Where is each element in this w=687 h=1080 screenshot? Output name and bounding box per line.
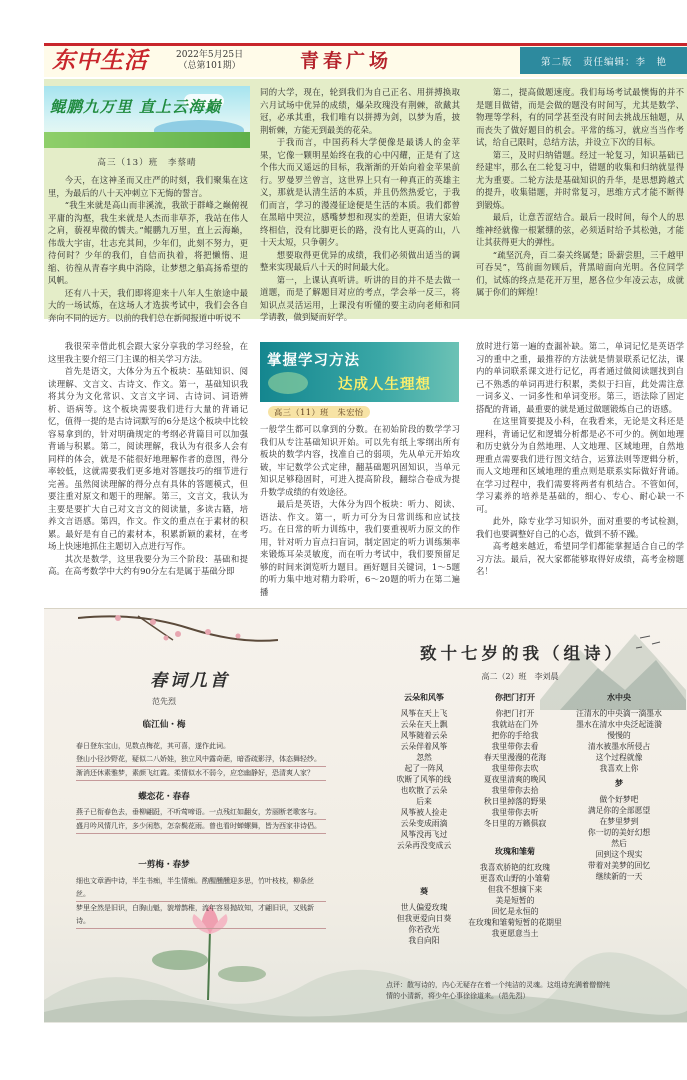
poem-line: 我更愿意当土 <box>491 929 539 938</box>
grass-shape <box>44 132 250 148</box>
article1-column-1 <box>48 174 248 324</box>
issue-date-block <box>176 50 243 72</box>
poem2-section-lines <box>386 708 462 851</box>
paragraph: 在这里简要提及小科，在我看来，无论是文科还是理科，背诵记忆和逻辑分析都是必不可少的。例如地理和历史就分为自然地理、人文地理、区域地理，自然地理重点需要我们进行图文结合，运算法则等逻辑分析，而人文地理和区域地理的重点则是联系实际做好背诵。在学习过程中，我们需要将两者有机结合。不管如何，学习素养的培养是基础的，细心、专心、耐心缺一不可。 <box>476 416 684 514</box>
paragraph: 第一，上课认真听讲。听讲的目的并不是去做一道题，而是了解题目对应的考点，学会举一反三，将知识点灵活运用，上课没有听懂的要主动向老师和同学请教，做到疑而好学。 <box>260 274 460 322</box>
poem-line: 继续新的一天 <box>595 872 643 881</box>
poem2-section-lines <box>470 708 560 829</box>
paragraph: 同的大学，现在，轮到我们为自己正名、用拼搏换取六月试场中优异的成绩，爆朵玫瑰没有荆棘，欲戴其冠，必承其重，我们唯有以拼搏为剑，以梦为盾，披荆斩棘，方能无到最美的花朵。 <box>260 87 460 135</box>
article2-column-1 <box>48 340 248 578</box>
poem-line: 春天里漫漫的花海 <box>483 753 547 762</box>
poem-line: 我里带你去听 <box>491 808 539 817</box>
newspaper-logo: 东中生活 <box>52 47 148 74</box>
leaf-shape <box>268 372 308 394</box>
poem-line: 细也文章酒中诗，半生书痴，半生情痴。酌醒醺醺迎多思，竹叶枝枝，柳条丝丝。 <box>76 875 326 902</box>
poem2-commentary: 点评：散写诗的，内心无疑存在着一个纯洁的灵魂。这组诗充满着僧僧纯情的小清新，将少年心事徐徐道来。（范先烈） <box>386 981 610 1000</box>
article2-byline-wrap <box>268 407 458 418</box>
poem-line: 我里带你去看 <box>491 742 539 751</box>
paragraph: 第二，提高做题速度。我们每场考试最懊悔的并不是题目做错，而是会做的题没有时间写，尤其是数学、物理等学科，有的同学甚至没有时间去挑战压轴题，从而丧失了做好题目的机会。平常的练习，就应当当作考试，给自己限时，总结方法，并设立下次的目标。 <box>476 87 684 147</box>
article2-title-line2: 达成人生理想 <box>338 376 431 393</box>
poem-line: 云朵伴着风筝 <box>400 742 448 751</box>
paragraph: 我很荣幸借此机会跟大家分享我的学习经验，在这里我主要介绍三门主课的相关学习方法。 <box>48 341 248 364</box>
poem-line: 你一切的美好幻想 <box>587 828 651 837</box>
poem-line: 梦里全然是旧识，白胸山魁，貌增鹊稚，流年容易抛故知，才翩旧识，又贱新诗。 <box>76 902 326 929</box>
poem-line: 起了一阵风 <box>404 764 444 773</box>
poem-line: 你若孜光 <box>408 925 440 934</box>
article2-column-3 <box>476 340 684 578</box>
poem-line: 做个好梦吧 <box>599 795 639 804</box>
poem-line: 回忆是永恒的 <box>491 907 539 916</box>
poem-line: 春日登东宝山，见数点梅花，其可喜，遂作此词。 <box>76 742 230 750</box>
poem-line: 我喜欢上你 <box>599 764 639 773</box>
poem2-section-lines <box>564 794 674 882</box>
poem-line: 夏夜里清爽的晚风 <box>483 775 547 784</box>
poem-line: 世人偏爱玫瑰 <box>400 903 448 912</box>
issue-number: （总第101期） <box>178 61 241 71</box>
poem-line: 这个过程就像 <box>595 753 643 762</box>
poem-line: 然后 <box>611 839 627 848</box>
poem2-author: 高二（2）班 李刘晨 <box>481 672 559 681</box>
article1-banner <box>44 86 250 148</box>
poem-line: 美是短暂的 <box>495 896 535 905</box>
poem1-part1-title: 临江仙・梅 <box>142 720 186 730</box>
paragraph: 于我而言，中国药科大学便像是最诱人的金苹果，它像一颗明星始终在我的心中闪耀，正是有了这个伟大而又遥远的目标，我渐渐的开始向着金苹果前行。罗曼罗兰曾言，这世界上只有一种真正的英雄主义，那就是认清生活的本质，并且仍然热爱它，于我们而言，学习的漫漫征途便是生活的本质。我们都曾在黑暗中哭泣，感嘴梦想和现实的差距，但请大家始终相信，没有比脚更长的路，没有比人更高的山，八十天太短，只争朝夕。 <box>260 137 460 247</box>
poem2-section-title: 你把门打开 <box>495 692 535 702</box>
poem-line: 云朵在天上飘 <box>400 720 448 729</box>
poem2-section-title: 梦 <box>615 778 623 788</box>
article2-byline: 高三（11）班 朱宏怡 <box>268 406 370 418</box>
poem-line: 也吹散了云朵 <box>400 786 448 795</box>
poem2-section-title: 云朵和风筝 <box>404 692 444 702</box>
plum-branch-illustration <box>78 610 278 650</box>
poem-line: 登山小径沙野花，疑似二八娇娃，独立风中露奇葩，暗香疏影浮，体态舞轻纱。 <box>76 753 326 767</box>
poem-line: 但我不想摘下来 <box>487 885 543 894</box>
poem-line: 风筝随着云朵 <box>400 731 448 740</box>
poem1-part3-lines <box>76 875 326 929</box>
article1-byline: 高三（13）班 李蔡晴 <box>97 158 197 168</box>
poem-line: 秋日里掉落的野果 <box>483 797 547 806</box>
article1-column-2 <box>260 86 460 324</box>
paragraph: 放时进行第一遍的查漏补缺。第二，单词记忆是英语学习的重中之重，最推荐的方法就是情景联系记忆法，课内的单词联系课文进行记忆，再者通过做阅读题找到自己不熟悉的单词再进行积累，类似于扫盲，此处需注意一词多义、一词多性和单词变形。第三，语法除了固定搭配的背诵，最重要的就是通过做题锻炼自己的语感。 <box>476 341 684 414</box>
poem-line: 渐消还休素雅梦，素颜飞红霞。柔情似水不弱今，应恋幽静好，恐清爽人家？ <box>76 767 326 781</box>
poem2-section-title: 玫瑰和雏菊 <box>495 846 535 856</box>
paragraph: 此外，除专业学习知识外，面对重要的考试检测，我们也要调整好自己的心态，做到不骄不躁。 <box>476 516 684 539</box>
paragraph: 今天，在这神圣而又庄严的时刻，我们聚集在这里，为最后的八十天冲刺立下无悔的誓言。 <box>48 175 248 198</box>
poem-line: 后来 <box>416 797 432 806</box>
poem-line: 我就站在门外 <box>491 720 539 729</box>
paragraph: 想要取得更优异的成绩，我们必须做出适当的调整来实现最后八十天的时间最大化。 <box>260 249 460 272</box>
article2-banner <box>260 342 459 402</box>
paragraph: 最后是英语，大体分为四个板块：听力、阅读、语法、作文。第一，听力可分为日常训练和应试技巧。在日常的听力训练中，我们要重视听力原文的作用，针对听力盲点扫盲词，制定固定的听力训练频率来锻炼耳朵灵敏度，而在听力考试中，我们要预留足够的时间来浏览听力题目。画好题目关键词，1～5题的听力集中地对精力聆听，6～20题的听力在第二遍播 <box>260 499 460 597</box>
poem1-part3-title: 一剪梅・春梦 <box>138 860 190 870</box>
edition-info: 第二版 责任编辑：李 艳 <box>540 57 667 68</box>
poem-line: 风筝被人捡走 <box>400 808 448 817</box>
paragraph: “疏坚沉舟，百二秦关终属楚；卧薪尝胆，三千越甲可吞吴”，笃前面勿顾后，背黑暗面向光明。各位同学们，试炼的终点是花开万里，愿各位少年凌云志，成就属于你们的辉煌！ <box>476 249 684 297</box>
poem2-title: 致十七岁的我（组诗） <box>420 644 625 663</box>
poem-line: 回到这个现实 <box>595 850 643 859</box>
poem-line: 燕子已衔春色去，垂柳翩跹，不听莺啼语。一点残红如翻女，芳丽断老歌客与。 <box>76 806 326 820</box>
article2-title-line1: 掌握学习方法 <box>267 352 360 369</box>
article1-column-3 <box>476 86 684 299</box>
poem-line: 在玫瑰和雏菊短暂的花期里 <box>468 918 562 927</box>
article1-title: 鲲鹏九万里 直上云海巅 <box>50 97 222 116</box>
article2-column-2 <box>260 423 460 598</box>
poem-line: 把你的手给我 <box>491 731 539 740</box>
poem-line: 忽然 <box>416 753 432 762</box>
issue-date: 2022年5月25日 <box>176 50 244 60</box>
poem-line: 清水被墨水所侵占 <box>587 742 651 751</box>
poem-line: 在梦里梦到 <box>599 817 639 826</box>
edition-info-bar <box>520 47 687 74</box>
poem1-author: 范先烈 <box>152 697 176 706</box>
paragraph: 第三，及时归纳错题。经过一轮复习，知识基础已经建牢，那么在二轮复习中，错题的收集和归纳就显得尤为重要。二轮方法是基础知识的升华，是思想跨越式的提升，收集错题，并时常复习，思维方式才能不断得到锻炼。 <box>476 149 684 210</box>
poem-line: 带着对美梦的回忆 <box>587 861 651 870</box>
poem-line: 墨水在清水中央泛起涟漪 <box>576 720 662 729</box>
poem-line: 吹断了风筝的线 <box>396 775 452 784</box>
poem-line: 云朵变成雨滴 <box>400 819 448 828</box>
paragraph: “我生来就是高山而非溪流，我欲于群峰之巅俯视平庸的沟壑，我生来就是人杰而非草芥，我站在伟人之肩，藐视卑微的懦夫。”鲲鹏九万里，直上云海巅，伟哉大宇宙，壮志充其间，少年们，此刻不努力，更待何时？少年的我们，自信而执着，将把懒惰、退缩、彷徨从青春字典中消除，让梦想之船高扬希望的风帆。 <box>48 200 248 285</box>
poem-line: 盛月吟风情几许，多少闲愁，怎奈鬓花雨。曾也看时蝉螺舞，皆为西家非诗侣。 <box>76 820 326 834</box>
poem-line: 但我更爱向日葵 <box>396 914 452 923</box>
poem-line: 你把门打开 <box>495 709 535 718</box>
poem2-section-title: 水中央 <box>607 692 631 702</box>
poem1-part1-lines <box>76 740 326 781</box>
paragraph: 还有八十天，我们即将迎来十八年人生旅途中最大的一场试炼，在这场人才选拔考试中，我们会各自奔向不同的远方。以前的我们总在新闻报道中听说不 <box>48 287 248 323</box>
poem1-part2-lines <box>76 806 326 834</box>
poem-line: 我自向阳 <box>408 936 440 945</box>
poem-line: 汪清水的中央滴一滴墨水 <box>576 709 662 718</box>
poem2-section-title: 葵 <box>420 886 428 896</box>
paragraph: 其次是数学，这里我要分为三个阶段：基础和提高。在高考数学中大约有90分左右是属于基础分即 <box>48 553 248 576</box>
paragraph: 一般学生都可以拿到的分数。在初始阶段的数学学习我们从专注基础知识开始。可以先有纸上零纲出所有板块的数学内容，找准自己的弱项，先从单元开始攻破，牢记数学公式定律，翻基础题巩固知识，当单元知识足够稳固时，可进入提高阶段，翻综合卷成为提升数学成绩的有效途径。 <box>260 424 460 497</box>
poem2-section-lines <box>386 902 462 946</box>
poem-line: 风筝没再飞过 <box>400 830 448 839</box>
paragraph: 最后，让意苦涩结合。最后一段时间，每个人的思维神经就像一根紧绷的弦，必须适时给予其松弛，才能让其获得更大的弹性。 <box>476 212 684 247</box>
paragraph: 首先是语文，大体分为五个板块：基础知识、阅读理解、文言文、古诗文、作文。第一，基础知识我将其分为文化常识、文言文字词、古诗词、词语辨析、语病等。这个板块需要我们进行大量的背诵记忆，值得一提的是古诗词默写的6分是这个板块中比较容易拿到的，针对明确规定的考纲必背篇目可以加强背诵与积累。第二，阅读理解，我认为有很多人会有同样的体会，就是不能很好地理解作者的意图，得分率较低，这就需要我们更多地对答题技巧的细节进行完善。虽然阅读理解的得分点有具体的答题模式，但要注重对原文和题干的理解。第三，文言文，我认为主要是要扩大自己对文言文的阅读量，多读古籍，培养文言语感。第四，作文。作文的重点在于素材的积累。最好是有自己的素材本，积累新颖的素材，在考场上快速地抓住主题切入点进行写作。 <box>48 366 248 551</box>
paragraph: 高考越来越近，希望同学们都能掌握适合自己的学习方法。最后，祝大家都能够取得好成绩，高考金榜题名！ <box>476 541 684 576</box>
poem-line: 更喜欢山野的小雏菊 <box>479 874 551 883</box>
poem-line: 我里带你去吹 <box>491 764 539 773</box>
poem2-section-lines <box>462 862 568 939</box>
poem-line: 风筝在天上飞 <box>400 709 448 718</box>
poem-line: 云朵再没变成云 <box>396 841 452 850</box>
poem1-title: 春词几首 <box>150 671 230 691</box>
poem1-part2-title: 蝶恋花・春春 <box>138 792 190 802</box>
poem-line: 慢慢的 <box>607 731 631 740</box>
poem2-section-lines <box>564 708 674 774</box>
section-title: 青春广场 <box>300 50 393 72</box>
poem-line: 冬日里的万籁俱寂 <box>483 819 547 828</box>
poem-line: 我喜欢骄艳的红玫瑰 <box>479 863 551 872</box>
poem-line: 满足你的全部愿望 <box>587 806 651 815</box>
poem-line: 我里带你去拾 <box>491 786 539 795</box>
